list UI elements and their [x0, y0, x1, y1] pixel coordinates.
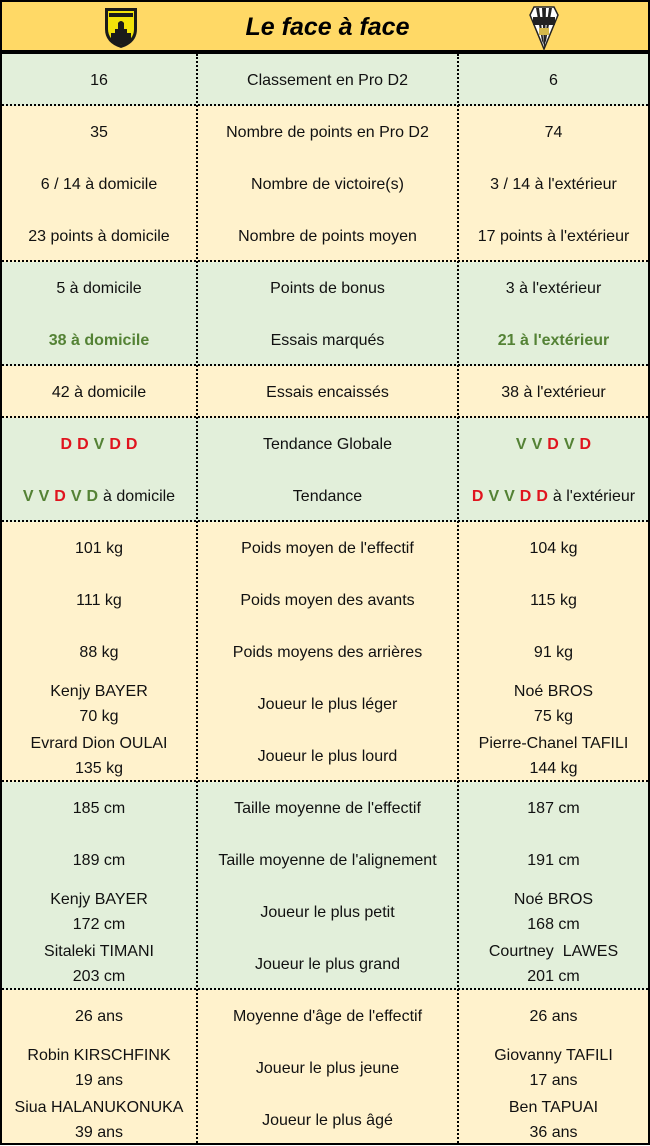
form-result: D — [54, 487, 66, 505]
home-value: 38 à domicile — [48, 331, 150, 349]
player-name: Courtney LAWES — [488, 943, 619, 960]
away-player — [459, 886, 648, 938]
form-result: D — [519, 487, 532, 505]
stat-label: Essais marqués — [270, 331, 385, 349]
player-value: 144 kg — [529, 760, 578, 777]
stat-label: Joueur le plus lourd — [257, 747, 398, 765]
us-carcassonne-logo-icon — [102, 5, 140, 54]
page-title: Le face à face — [245, 13, 410, 41]
player-name: Sitaleki TIMANI — [44, 943, 154, 960]
away-value: 115 kg — [530, 591, 577, 609]
table-row-shortest — [2, 886, 648, 938]
home-value: 23 points à domicile — [28, 227, 170, 245]
stat-label: Poids moyen des avants — [240, 591, 415, 609]
home-value: 88 kg — [79, 643, 119, 661]
table-row-youngest — [2, 1042, 648, 1094]
header — [2, 2, 648, 54]
home-player — [2, 938, 196, 990]
form-result: V — [515, 435, 527, 453]
form-result: D — [536, 487, 548, 505]
player-value: 19 ans — [74, 1072, 124, 1089]
stat-label: Joueur le plus petit — [260, 903, 395, 921]
away-value: 3 à l'extérieur — [505, 279, 602, 297]
player-value: 75 kg — [533, 708, 574, 725]
table-row-backs-weight — [2, 626, 648, 678]
table-row-oldest — [2, 1094, 648, 1146]
away-value: 38 à l'extérieur — [501, 383, 606, 401]
table-row-avg-weight — [2, 522, 648, 574]
stat-label: Nombre de points en Pro D2 — [226, 123, 429, 141]
player-name: Ben TAPUAI — [508, 1099, 599, 1116]
away-player — [459, 1042, 648, 1094]
player-name: Robin KIRSCHFINK — [27, 1047, 171, 1064]
away-player — [459, 730, 648, 782]
player-value: 172 cm — [72, 916, 126, 933]
table-row-tallest — [2, 938, 648, 990]
form-result: D — [125, 435, 138, 453]
home-value: 5 à domicile — [56, 279, 142, 297]
stat-label: Taille moyenne de l'effectif — [234, 799, 421, 817]
home-player — [2, 1042, 196, 1094]
stat-label: Points de bonus — [270, 279, 385, 297]
away-form — [459, 418, 648, 470]
away-value: 187 cm — [527, 799, 580, 817]
away-value: 26 ans — [529, 1007, 578, 1025]
table-row-bonus — [2, 262, 648, 314]
away-value: 21 à l'extérieur — [497, 331, 610, 349]
table-row-global-form — [2, 418, 648, 470]
home-value: 189 cm — [72, 851, 126, 869]
away-value: 104 kg — [529, 539, 578, 557]
table-row-lineout-height — [2, 834, 648, 886]
stat-label: Joueur le plus grand — [255, 955, 400, 973]
form-suffix: à l'extérieur — [552, 487, 636, 505]
stat-label: Joueur le plus jeune — [255, 1059, 400, 1077]
stat-label: Tendance — [292, 487, 363, 505]
player-value: 36 ans — [529, 1124, 578, 1141]
stat-label: Essais encaissés — [266, 383, 389, 401]
player-value: 39 ans — [74, 1124, 124, 1141]
home-value: 6 / 14 à domicile — [40, 175, 158, 193]
table-row-avg-height — [2, 782, 648, 834]
table-row-forwards-weight — [2, 574, 648, 626]
away-player — [459, 938, 648, 990]
form-result: V — [70, 487, 82, 505]
away-value: 3 / 14 à l'extérieur — [490, 175, 617, 193]
form-suffix: à domicile — [103, 487, 176, 505]
away-value: 91 kg — [533, 643, 574, 661]
table-row-form — [2, 470, 648, 522]
home-value: 35 — [90, 123, 108, 141]
form-result: V — [563, 435, 575, 453]
table-row-wins — [2, 158, 648, 210]
stat-label: Poids moyens des arrières — [232, 643, 423, 661]
home-value: 111 kg — [76, 591, 122, 609]
stat-label: Joueur le plus âgé — [262, 1111, 393, 1129]
player-value: 168 cm — [527, 916, 580, 933]
away-player — [459, 678, 648, 730]
form-result: D — [109, 435, 121, 453]
stat-label: Moyenne d'âge de l'effectif — [232, 1007, 423, 1025]
form-result: V — [38, 487, 50, 505]
player-value: 17 ans — [529, 1072, 578, 1089]
table-row-heaviest — [2, 730, 648, 782]
form-result: D — [547, 435, 559, 453]
home-player — [2, 886, 196, 938]
home-player — [2, 678, 196, 730]
stat-label: Classement en Pro D2 — [247, 71, 408, 89]
player-value: 70 kg — [79, 708, 119, 725]
stat-label: Nombre de victoire(s) — [251, 175, 404, 193]
stat-label: Nombre de points moyen — [238, 227, 417, 245]
table-row-ranking — [2, 54, 648, 106]
home-form — [2, 470, 196, 522]
away-value: 74 — [544, 123, 563, 141]
form-result: D — [86, 487, 99, 505]
table-row-lightest — [2, 678, 648, 730]
table-row-tries-scored — [2, 314, 648, 366]
ca-brive-logo-icon — [529, 5, 559, 56]
player-name: Giovanny TAFILI — [494, 1047, 613, 1064]
player-value: 203 cm — [72, 968, 126, 985]
table-row-tries-conceded — [2, 366, 648, 418]
form-result: D — [60, 435, 73, 453]
away-value: 17 points à l'extérieur — [477, 227, 630, 245]
away-form — [459, 470, 648, 522]
form-result: V — [504, 487, 515, 505]
table-row-avg-age — [2, 990, 648, 1042]
home-value: 42 à domicile — [51, 383, 147, 401]
form-result: D — [471, 487, 484, 505]
table-row-points — [2, 106, 648, 158]
player-value: 135 kg — [74, 760, 124, 777]
form-result: V — [22, 487, 34, 505]
form-result: D — [77, 435, 89, 453]
player-name: Siua HALANUKONUKA — [14, 1099, 184, 1116]
player-name: Noé BROS — [513, 891, 594, 908]
stat-label: Tendance Globale — [263, 435, 392, 453]
player-name: Kenjy BAYER — [50, 891, 148, 908]
stat-label: Joueur le plus léger — [257, 695, 398, 713]
form-result: V — [93, 435, 105, 453]
home-form — [2, 418, 196, 470]
stat-label: Poids moyen de l'effectif — [241, 539, 414, 557]
home-player — [2, 1094, 196, 1146]
player-name: Noé BROS — [513, 683, 594, 700]
form-result: V — [488, 487, 500, 505]
table-row-avg-points — [2, 210, 648, 262]
form-result: D — [579, 435, 592, 453]
home-player — [2, 730, 196, 782]
stat-label: Taille moyenne de l'alignement — [218, 851, 437, 869]
home-value: 101 kg — [74, 539, 124, 557]
home-value: 16 — [90, 71, 108, 89]
player-name: Kenjy BAYER — [50, 683, 148, 700]
away-player — [459, 1094, 648, 1146]
away-value: 6 — [549, 71, 558, 89]
player-name: Evrard Dion OULAI — [30, 735, 168, 752]
away-value: 191 cm — [527, 851, 580, 869]
home-value: 185 cm — [72, 799, 126, 817]
player-value: 201 cm — [527, 968, 580, 985]
home-value: 26 ans — [74, 1007, 124, 1025]
form-result: V — [531, 435, 543, 453]
player-name: Pierre-Chanel TAFILI — [478, 735, 629, 752]
